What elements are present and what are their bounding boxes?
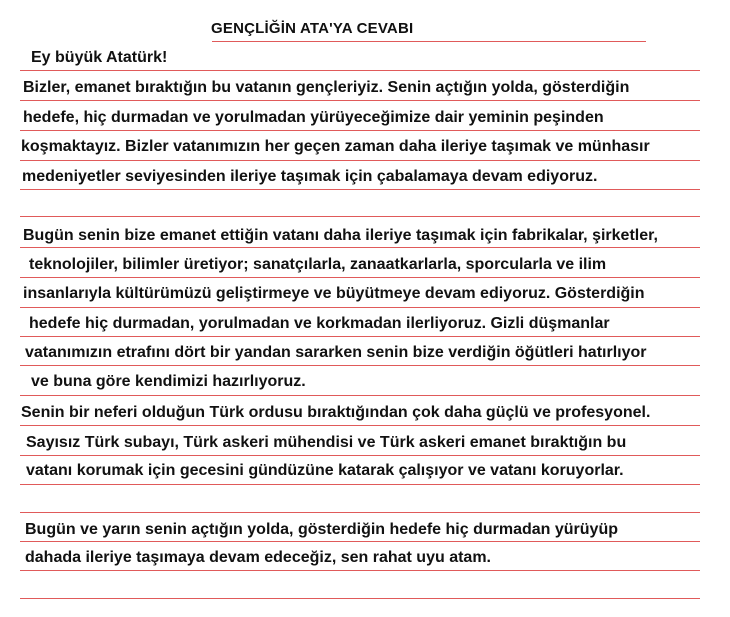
text-line: hedefe, hiç durmadan ve yorulmadan yürüyeceğimize dair yeminin peşinden: [23, 109, 604, 126]
text-line: Bugün ve yarın senin açtığın yolda, gösterdiğin hedefe hiç durmadan yürüyüp: [25, 521, 618, 538]
ruled-line: [20, 365, 700, 366]
text-line: medeniyetler seviyesinden ileriye taşımak için çabalamaya devam ediyoruz.: [22, 168, 598, 185]
ruled-line: [20, 100, 700, 101]
document-title: GENÇLİĞİN ATA'YA CEVABI: [211, 20, 414, 37]
ruled-line: [20, 336, 700, 337]
ruled-line: [20, 277, 700, 278]
ruled-line: [20, 425, 700, 426]
text-line: hedefe hiç durmadan, yorulmadan ve korkmadan ilerliyoruz. Gizli düşmanlar: [29, 315, 610, 332]
text-line: Senin bir neferi olduğun Türk ordusu bıraktığından çok daha güçlü ve profesyonel.: [21, 404, 651, 421]
text-line: teknolojiler, bilimler üretiyor; sanatçılarla, zanaatkarlarla, sporcularla ve ilim: [29, 256, 607, 273]
ruled-line: [20, 216, 700, 217]
ruled-line: [20, 307, 700, 308]
text-line: Sayısız Türk subayı, Türk askeri mühendisi ve Türk askeri emanet bıraktığın bu: [26, 434, 627, 451]
ruled-line: [20, 160, 700, 161]
text-line: vatanımızın etrafını dört bir yandan sararken senin bize verdiğin öğütleri hatırlıyor: [25, 344, 647, 361]
text-line: vatanı korumak için gecesini gündüzüne katarak çalışıyor ve vatanı koruyorlar.: [26, 462, 624, 479]
text-line: Bizler, emanet bıraktığın bu vatanın gençleriyiz. Senin açtığın yolda, gösterdiğin: [23, 79, 630, 96]
text-line: koşmaktayız. Bizler vatanımızın her geçen zaman daha ileriye taşımak ve münhasır: [21, 138, 650, 155]
ruled-line: [20, 541, 700, 542]
text-line: ve buna göre kendimizi hazırlıyoruz.: [31, 373, 306, 390]
ruled-line: [20, 598, 700, 599]
ruled-line: [20, 484, 700, 485]
ruled-line: [20, 455, 700, 456]
ruled-line: [20, 189, 700, 190]
ruled-line: [20, 395, 700, 396]
text-line-salutation: Ey büyük Atatürk!: [31, 49, 168, 66]
ruled-line: [20, 70, 700, 71]
ruled-line: [20, 512, 700, 513]
text-line: insanlarıyla kültürümüzü geliştirmeye ve büyütmeye devam ediyoruz. Gösterdiğin: [23, 285, 645, 302]
ruled-line: [20, 570, 700, 571]
text-line: dahada ileriye taşımaya devam edeceğiz, sen rahat uyu atam.: [25, 549, 491, 566]
ruled-line: [20, 247, 700, 248]
ruled-line: [212, 41, 646, 42]
text-line: Bugün senin bize emanet ettiğin vatanı daha ileriye taşımak için fabrikalar, şirketler,: [23, 227, 658, 244]
ruled-line: [20, 130, 700, 131]
